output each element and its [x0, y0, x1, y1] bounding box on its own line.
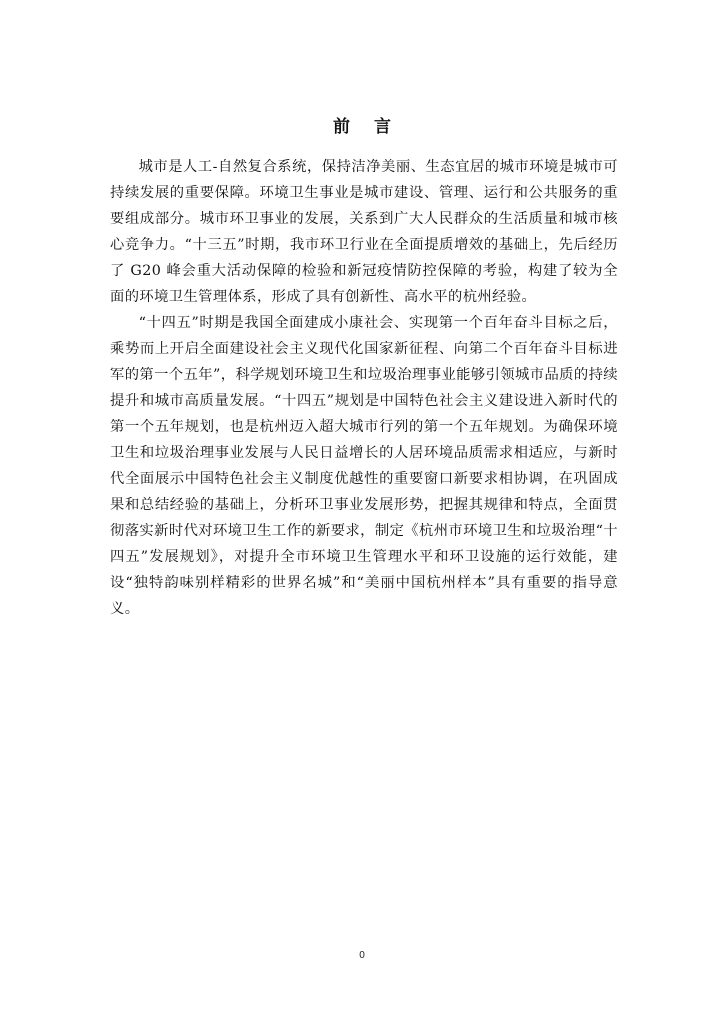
paragraph-2: “十四五”时期是我国全面建成小康社会、实现第一个百年奋斗目标之后，乘势而上开启全面建设社会主义现代化国家新征程、向第二个百年奋斗目标进军的第一个五年”，科学规划环境卫生和垃圾治理事业能够引领城市品质的持续提升和城市高质量发展。“十四五”规划是中国特色社会主义建设进入新时代的第一个五年规划，也是杭州迈入超大城市行列的第一个五年规划。为确保环境卫生和垃圾治理事业发展与人民日益增长的人居环境品质需求相适应，与新时代全面展示中国特色社会主义制度优越性的重要窗口新要求相协调，在巩固成果和总结经验的基础上，分析环卫事业发展形势，把握其规律和特点，全面贯彻落实新时代对环境卫生工作的新要求，制定《杭州市环境卫生和垃圾治理“十四五”发展规划》，对提升全市环境卫生管理水平和环卫设施的运行效能，建设“独特韵味别样精彩的世界名城”和“美丽中国杭州样本”具有重要的指导意义。	[110, 315, 618, 617]
page-title: 前言	[333, 117, 415, 137]
paragraph-1: 城市是人工-自然复合系统，保持洁净美丽、生态宜居的城市环境是城市可持续发展的重要保障。环境卫生事业是城市建设、管理、运行和公共服务的重要组成部分。城市环卫事业的发展，关系到广大人民群众的生活质量和城市核心竞争力。“十三五”时期，我市环卫行业在全面提质增效的基础上，先后经历了 G20 峰会重大活动保障的检验和新冠疫情防控保障的考验，构建了较为全面的环境卫生管理体系，形成了具有创新性、高水平的杭州经验。	[110, 159, 618, 305]
page-number: 0	[359, 950, 365, 961]
body-text	[110, 154, 618, 622]
